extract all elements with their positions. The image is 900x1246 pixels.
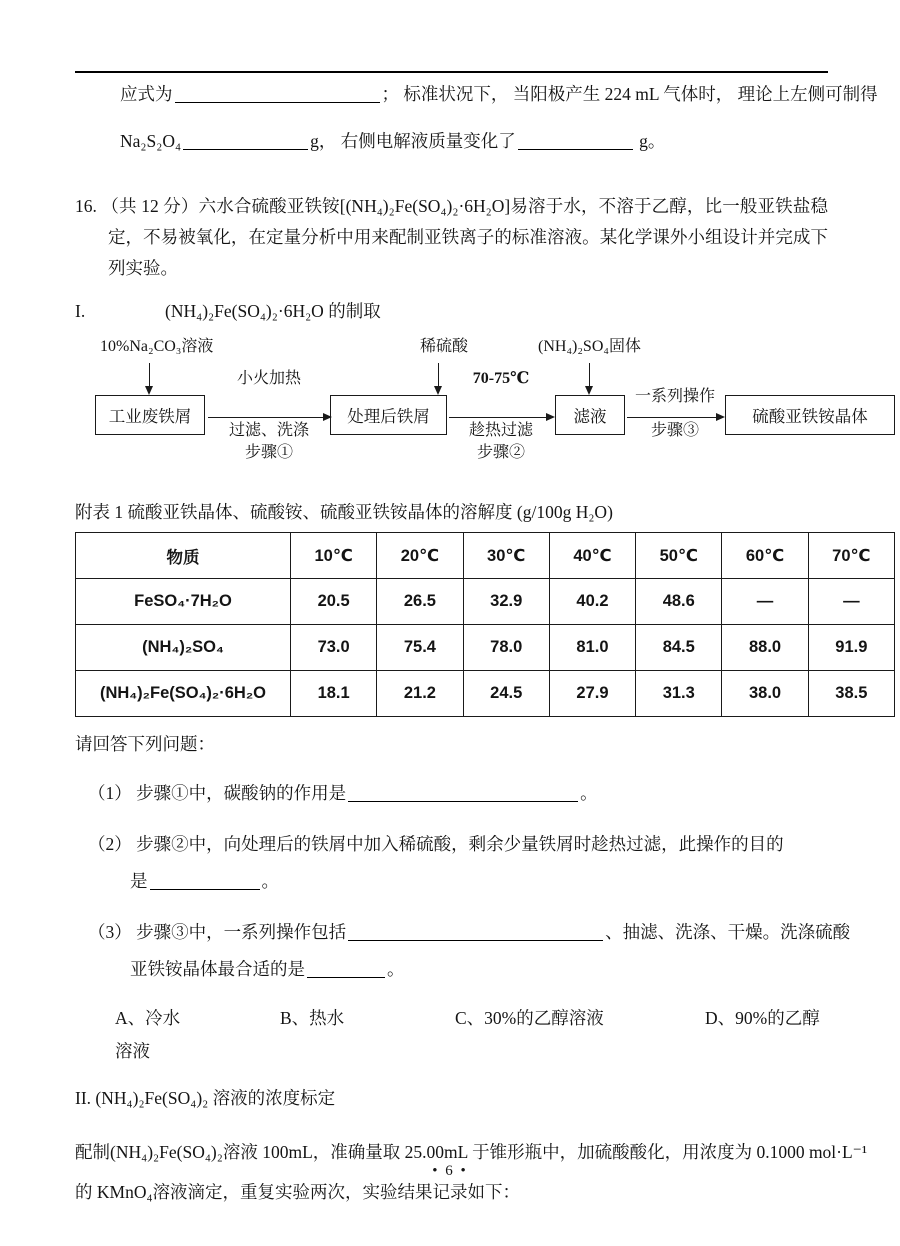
table-cell: 40.2 bbox=[549, 579, 635, 625]
step3-number-label: 步骤③ bbox=[650, 422, 699, 439]
page-number: • 6 • bbox=[432, 1163, 468, 1179]
table-cell: 81.0 bbox=[549, 625, 635, 671]
table-cell: (NH₄)₂SO₄ bbox=[76, 625, 291, 671]
answer-blank bbox=[175, 84, 380, 103]
questions-prompt: 请回答下列问题： bbox=[75, 734, 215, 754]
table-cell: 88.0 bbox=[722, 625, 808, 671]
question-3-line2 bbox=[130, 956, 828, 981]
part2-paragraph-line1: 配制(NH₄)₂Fe(SO₄)₂溶液 100mL，准确量取 25.00mL 于锥形瓶中，加硫酸酸化，用浓度为 0.1000 mol·L⁻¹ bbox=[75, 1142, 868, 1162]
q2-period: 。 bbox=[261, 871, 279, 891]
table-cell: 21.2 bbox=[377, 671, 463, 717]
answer-blank bbox=[307, 959, 385, 978]
table-cell: 18.1 bbox=[291, 671, 377, 717]
table-cell: — bbox=[722, 579, 808, 625]
flow-box-filtrate: 滤液 bbox=[555, 395, 625, 435]
option-d: D、90%的乙醇 bbox=[705, 1008, 820, 1028]
prev-question-line2 bbox=[75, 128, 828, 153]
table-cell: 48.6 bbox=[636, 579, 722, 625]
q3-text-line2: 亚铁铵晶体最合适的是 bbox=[130, 959, 305, 979]
q3-text-mid: 、抽滤、洗涤、干燥。洗涤硫酸 bbox=[605, 922, 851, 942]
reagent-label-na2co3-solution: 10%Na₂CO₃溶液 bbox=[100, 338, 214, 355]
formula-na2s2o4: Na₂S₂O₄ bbox=[120, 131, 182, 151]
table-row-nh42so4 bbox=[76, 625, 895, 671]
option-a: A、冷水 bbox=[115, 1008, 181, 1028]
table-cell: 75.4 bbox=[377, 625, 463, 671]
q1-period: 。 bbox=[580, 783, 598, 803]
table-cell: 24.5 bbox=[463, 671, 549, 717]
right-arrow-icon bbox=[449, 417, 553, 418]
right-arrow-icon bbox=[208, 417, 330, 418]
table-cell: 32.9 bbox=[463, 579, 549, 625]
table-header-10c: 10℃ bbox=[291, 533, 377, 579]
table-cell: 73.0 bbox=[291, 625, 377, 671]
step2-temperature-label: 70-75℃ bbox=[472, 370, 530, 387]
step2-label-below: 趁热过滤 bbox=[468, 422, 533, 439]
prev-question-text-pre: 应式为 bbox=[120, 84, 173, 104]
down-arrow-icon bbox=[589, 363, 590, 393]
option-c: C、30%的乙醇溶液 bbox=[455, 1008, 604, 1028]
table-header-30c: 30℃ bbox=[463, 533, 549, 579]
part2-heading: II. (NH₄)₂Fe(SO₄)₂ 溶液的浓度标定 bbox=[75, 1088, 336, 1108]
table-header-row bbox=[76, 533, 895, 579]
step2-number-label: 步骤② bbox=[476, 444, 525, 461]
step1-label-below: 过滤、洗涤 bbox=[228, 422, 309, 439]
prev-question-text-mid: g， 右侧电解液质量变化了 bbox=[310, 131, 516, 151]
down-arrow-icon bbox=[149, 363, 150, 393]
q2-text: 是 bbox=[130, 871, 148, 891]
table-cell: 26.5 bbox=[377, 579, 463, 625]
table-row-feso4 bbox=[76, 579, 895, 625]
table-cell: — bbox=[808, 579, 894, 625]
table-cell: 84.5 bbox=[636, 625, 722, 671]
table-cell: 27.9 bbox=[549, 671, 635, 717]
part1-title: (NH₄)₂Fe(SO₄)₂·6H₂O 的制取 bbox=[165, 301, 381, 321]
table-cell: 38.0 bbox=[722, 671, 808, 717]
part1-numeral: I. bbox=[75, 301, 86, 321]
answer-blank bbox=[348, 783, 578, 802]
answer-blank bbox=[150, 871, 260, 890]
down-arrow-icon bbox=[438, 363, 439, 393]
question-3-options bbox=[115, 1005, 828, 1030]
answer-blank bbox=[348, 922, 603, 941]
flow-box-industrial-scrap-iron: 工业废铁屑 bbox=[95, 395, 205, 435]
preparation-flow-diagram bbox=[75, 337, 897, 477]
table-header-70c: 70℃ bbox=[808, 533, 894, 579]
table-row-mohr-salt bbox=[76, 671, 895, 717]
table-cell: 20.5 bbox=[291, 579, 377, 625]
q3-period: 。 bbox=[387, 959, 405, 979]
reagent-label-ammonium-sulfate-solid: (NH₄)₂SO₄固体 bbox=[538, 338, 641, 355]
table-cell: 78.0 bbox=[463, 625, 549, 671]
option-d-wrapped-text: 溶液 bbox=[115, 1041, 150, 1061]
table-header-50c: 50℃ bbox=[636, 533, 722, 579]
step1-label-above: 小火加热 bbox=[236, 370, 301, 387]
table-header-20c: 20℃ bbox=[377, 533, 463, 579]
option-b: B、热水 bbox=[280, 1008, 345, 1028]
table-cell: FeSO₄·7H₂O bbox=[76, 579, 291, 625]
part1-heading bbox=[75, 298, 828, 323]
question-1 bbox=[88, 780, 828, 805]
flow-box-product-crystal: 硫酸亚铁铵晶体 bbox=[725, 395, 895, 435]
table-caption: 附表 1 硫酸亚铁晶体、硫酸铵、硫酸亚铁铵晶体的溶解度 (g/100g H₂O) bbox=[75, 502, 613, 522]
table-cell: 31.3 bbox=[636, 671, 722, 717]
reagent-label-dilute-sulfuric-acid: 稀硫酸 bbox=[420, 338, 469, 355]
table-header-40c: 40℃ bbox=[549, 533, 635, 579]
table-cell: 38.5 bbox=[808, 671, 894, 717]
prev-question-line1 bbox=[75, 81, 878, 106]
table-header-60c: 60℃ bbox=[722, 533, 808, 579]
flow-box-treated-iron: 处理后铁屑 bbox=[330, 395, 447, 435]
question-2-line1: （2） 步骤②中，向处理后的铁屑中加入稀硫酸，剩余少量铁屑时趁热过滤，此操作的目的 bbox=[88, 834, 784, 854]
solubility-table bbox=[75, 532, 895, 717]
prev-question-text-post: ； 标准状况下， 当阳极产生 224 mL 气体时， 理论上左侧可制得 bbox=[381, 84, 878, 104]
page-top-rule bbox=[75, 71, 828, 73]
answer-blank bbox=[518, 131, 633, 150]
step1-number-label: 步骤① bbox=[244, 444, 293, 461]
question-2-line2 bbox=[130, 868, 828, 893]
prev-question-text-end: g。 bbox=[639, 131, 666, 151]
table-header-substance: 物质 bbox=[76, 533, 291, 579]
right-arrow-icon bbox=[627, 417, 723, 418]
question16-stem: 16. （共 12 分）六水合硫酸亚铁铵[(NH₄)₂Fe(SO₄)₂·6H₂O]易溶于水，不溶于乙醇，比一般亚铁盐稳定，不易被氧化，在定量分析中用来配制亚铁离子的标准溶液。某化学课外小组设计并完成下列实验。 bbox=[75, 196, 828, 278]
question-3-line1 bbox=[88, 919, 851, 944]
part2-paragraph-line2: 的 KMnO₄溶液滴定，重复实验两次，实验结果记录如下： bbox=[75, 1182, 521, 1202]
answer-blank bbox=[183, 131, 308, 150]
table-cell: (NH₄)₂Fe(SO₄)₂·6H₂O bbox=[76, 671, 291, 717]
table-cell: 91.9 bbox=[808, 625, 894, 671]
q1-text: （1） 步骤①中，碳酸钠的作用是 bbox=[88, 783, 347, 803]
step3-label-above: 一系列操作 bbox=[634, 388, 715, 405]
q3-text-pre: （3） 步骤③中，一系列操作包括 bbox=[88, 922, 347, 942]
